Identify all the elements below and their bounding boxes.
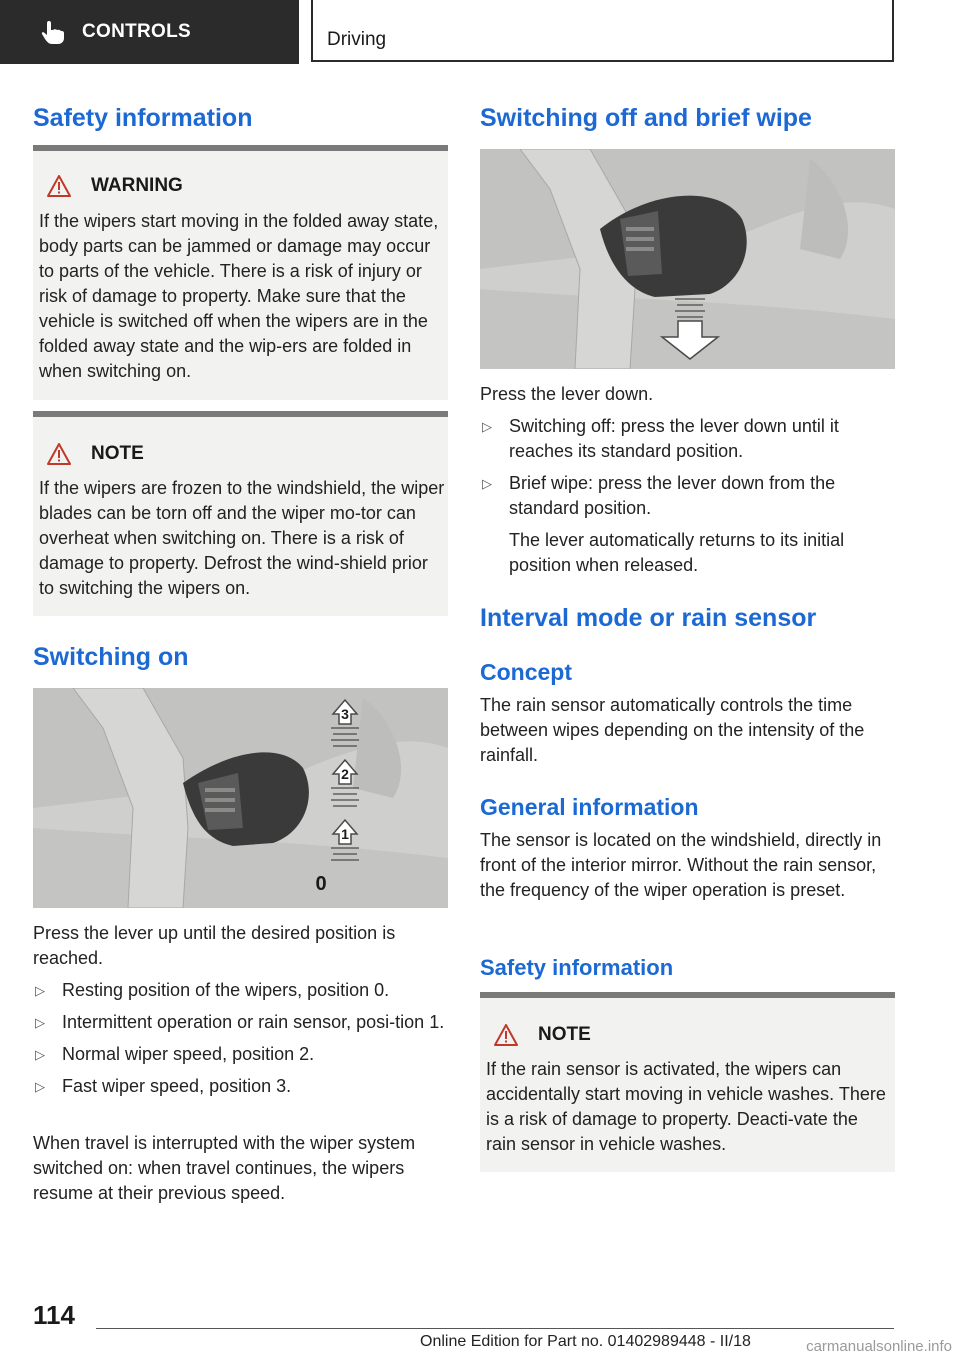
triangle-bullet-icon: ▷ — [482, 419, 492, 434]
switching-on-list — [33, 978, 448, 1106]
triangle-bullet-icon: ▷ — [35, 1015, 45, 1030]
position-3-label: 3 — [341, 706, 349, 722]
general-information-heading: General information — [480, 794, 699, 820]
concept-text: The rain sensor automatically controls the time between wipes depending on the intensity of the rainfall. — [480, 695, 865, 765]
warning-label: WARNING — [91, 175, 183, 196]
warning-box — [33, 145, 448, 400]
note-label: NOTE — [91, 443, 144, 464]
note-box — [33, 411, 448, 616]
list-item: ▷ Fast wiper speed, position 3. — [33, 1074, 448, 1099]
triangle-bullet-icon: ▷ — [35, 983, 45, 998]
chapter-label: Driving — [327, 29, 387, 50]
note-label: NOTE — [538, 1024, 591, 1045]
hand-pointer-icon — [40, 19, 66, 45]
warning-text: If the wipers start moving in the folded away state, body parts can be jammed or damage may occur to parts of the vehicle. There is a risk of injury or risk of damage to property. Make sure that the vehicle is switched off when the wipers are in the folded away state and the wip‐ers are folded in when switching on. — [39, 211, 439, 381]
section-tab — [0, 0, 299, 64]
lever-up-illustration — [33, 688, 448, 908]
position-0-label: 0 — [315, 873, 327, 895]
note-triangle-icon — [47, 443, 71, 465]
concept-heading: Concept — [480, 659, 572, 685]
triangle-bullet-icon: ▷ — [35, 1047, 45, 1062]
brief-wipe-intro: Press the lever down. — [480, 384, 654, 404]
rain-sensor-safety-heading: Safety information — [480, 955, 674, 980]
warning-triangle-icon — [47, 175, 71, 197]
position-2-label: 2 — [341, 766, 349, 782]
safety-information-heading: Safety information — [33, 104, 253, 132]
list-item: ▷ Switching off: press the lever down until it reaches its standard position. — [482, 416, 839, 461]
triangle-bullet-icon: ▷ — [482, 476, 492, 491]
list-item: ▷ Resting position of the wipers, position 0. — [33, 978, 448, 1003]
brief-wipe-list — [480, 414, 895, 585]
page-number: 114 — [33, 1300, 75, 1330]
section-label: CONTROLS — [82, 21, 192, 42]
list-item-note: The lever automatically returns to its initial position when released. — [509, 530, 845, 575]
position-1-label: 1 — [341, 826, 349, 842]
note-text: If the wipers are frozen to the windshield, the wiper blades can be torn off and the wiper mo‐tor can overheat when switching on. There is a risk of damage to property. Defrost the wind‐shield prior to switching the wipers on. — [39, 478, 445, 598]
triangle-bullet-icon: ▷ — [35, 1079, 45, 1094]
footer-rule — [96, 1328, 894, 1329]
note-triangle-icon — [494, 1024, 518, 1046]
wiper-lever-up-figure — [33, 688, 448, 908]
brief-wipe-heading: Switching off and brief wipe — [480, 104, 812, 132]
interval-mode-heading: Interval mode or rain sensor — [480, 604, 817, 632]
note-text: If the rain sensor is activated, the wipers can accidentally start moving in vehicle washes. There is a risk of damage to property. Deacti‐vate the rain sensor in vehicle washes. — [486, 1059, 886, 1154]
general-information-text: The sensor is located on the windshield, directly in front of the interior mirror. Without the rain sensor, the frequency of the wiper operation is preset. — [480, 830, 882, 900]
watermark-text: carmanualsonline.info — [806, 1338, 952, 1355]
lever-down-illustration — [480, 149, 895, 369]
list-item: ▷ Normal wiper speed, position 2. — [33, 1042, 448, 1067]
rain-sensor-note-box — [480, 992, 895, 1172]
list-item: ▷ Brief wipe: press the lever down from the standard position. The lever automatically returns to its initial position when released. — [480, 471, 895, 578]
chapter-tab — [311, 0, 894, 62]
switching-on-outro: When travel is interrupted with the wiper system switched on: when travel continues, the wipers resume at their previous speed. — [33, 1133, 416, 1203]
edition-text: Online Edition for Part no. 01402989448 - II/18 — [420, 1333, 751, 1350]
switching-on-heading: Switching on — [33, 643, 189, 671]
wiper-lever-down-figure — [480, 149, 895, 369]
list-item: ▷ Intermittent operation or rain sensor, posi‐tion 1. — [33, 1010, 448, 1035]
switching-on-intro: Press the lever up until the desired position is reached. — [33, 923, 396, 968]
